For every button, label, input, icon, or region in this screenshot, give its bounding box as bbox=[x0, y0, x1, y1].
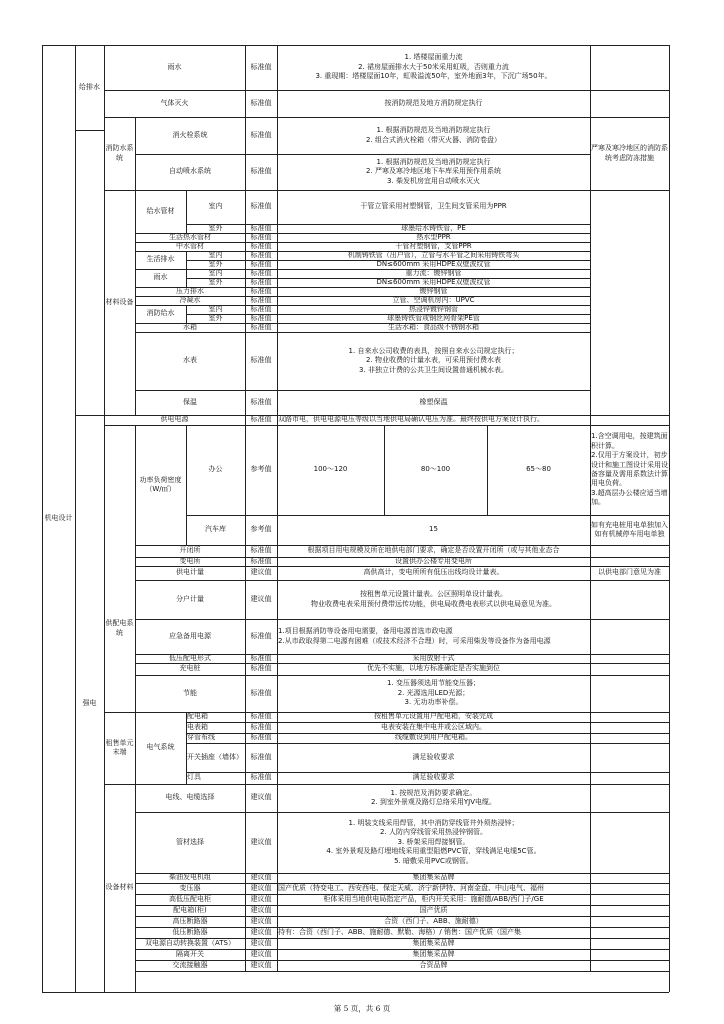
domestic-drainage-outdoor-tag: 标准值 bbox=[250, 260, 272, 268]
v-rule bbox=[245, 733, 246, 743]
v-rule bbox=[277, 905, 278, 916]
hv-breaker-name: 高压断路器 bbox=[172, 916, 208, 925]
v-rule bbox=[277, 733, 278, 743]
v-rule bbox=[245, 654, 246, 663]
v-rule bbox=[590, 566, 591, 580]
fire-supply-pipe-outdoor-tag: 标准值 bbox=[250, 314, 272, 322]
v-rule bbox=[245, 323, 246, 332]
isolation-switch-name: 隔离开关 bbox=[176, 949, 204, 958]
v-rule bbox=[590, 883, 591, 894]
lamps-value: 满足验收要求 bbox=[412, 773, 455, 782]
energy-saving-tag: 标准值 bbox=[250, 688, 272, 697]
conduit-wiring-name: 穿管布线 bbox=[187, 733, 215, 742]
lv-breaker-value: 持有：合资（西门子、ABB、施耐德、默勒、海格）/ 销售：国产优质（国产集 bbox=[278, 927, 521, 936]
lamps-name: 灯具 bbox=[187, 773, 201, 782]
v-rule bbox=[245, 938, 246, 949]
reclaimed-water-pipe-tag: 标准值 bbox=[250, 242, 272, 250]
diesel-generator-name: 柴油发电机组 bbox=[169, 873, 211, 882]
condensate-value: 立管、空调机房内：UPVC bbox=[392, 296, 475, 304]
v-rule bbox=[245, 233, 246, 242]
v-rule bbox=[277, 287, 278, 296]
garage-density: 15 bbox=[429, 525, 438, 534]
v-rule bbox=[245, 722, 246, 733]
materials-note-blank bbox=[590, 190, 669, 415]
fire-supply-pipe-indoor-value: 热浸锌镀锌钢管 bbox=[409, 305, 458, 313]
power-source-name: 供电电源 bbox=[160, 415, 189, 424]
cable-selection-tag: 建议值 bbox=[250, 793, 272, 802]
substation-value: 设置供办公楼专用变电所 bbox=[395, 557, 472, 565]
distribution-cabinet-name: 配电箱(柜) bbox=[173, 905, 207, 914]
conduit-selection-value: 1. 明装支线采用焊管，其中消防穿线管井外须热浸锌； 2. 人防内穿线管采用热浸锌钢管。 3. 桥架采用焊接钢管。 4. 室外景观及路灯埋地线采用重型阻燃PVC管，穿线满足电缆5C管。 5. 暗敷采用PVC或钢管。 bbox=[326, 818, 541, 865]
v-rule bbox=[277, 190, 278, 233]
hot-water-pipe-name: 生活热水管材 bbox=[169, 233, 211, 241]
v-rule bbox=[245, 619, 246, 654]
v-rule bbox=[245, 332, 246, 390]
water-tank-value: 生活水箱：食品级不锈钢水箱 bbox=[388, 323, 479, 331]
pressure-drainage-tag: 标准值 bbox=[250, 287, 272, 295]
h-rule bbox=[42, 992, 669, 993]
v-rule bbox=[245, 269, 246, 287]
household-metering-tag: 建议值 bbox=[250, 594, 272, 603]
power-metering-tag: 建议值 bbox=[250, 568, 272, 577]
gas-extinguish-name: 气体灭火 bbox=[160, 98, 189, 107]
rental-unit-terminal-label: 租售单元末端 bbox=[105, 738, 134, 756]
sprinkler-system-name: 自动喷水系统 bbox=[169, 167, 211, 176]
garage-label: 汽车库 bbox=[205, 525, 226, 534]
supply-pipe-outdoor-tag: 标准值 bbox=[250, 224, 272, 232]
emergency-power-tag: 标准值 bbox=[250, 631, 272, 640]
v-rule bbox=[245, 960, 246, 971]
power-density-blank bbox=[104, 425, 135, 545]
office-density-3: 65～80 bbox=[526, 465, 551, 474]
conduit-wiring-value: 线缆敷设到用户配电箱。 bbox=[395, 733, 472, 742]
distribution-box-value: 按租售单元设置用户配电箱，安装完成 bbox=[374, 712, 493, 721]
hot-water-pipe-value: 热水型PPR bbox=[416, 233, 451, 241]
v-rule bbox=[590, 916, 591, 927]
fire-water-system-label: 消防水系统 bbox=[105, 144, 134, 162]
water-tank-name: 水箱 bbox=[183, 323, 197, 331]
v-rule bbox=[590, 905, 591, 916]
v-rule bbox=[245, 287, 246, 296]
v-rule bbox=[590, 927, 591, 938]
rain-pipe-outdoor-tag: 标准值 bbox=[250, 278, 272, 286]
v-rule bbox=[277, 45, 278, 90]
v-rule bbox=[245, 425, 246, 545]
v-rule bbox=[277, 663, 278, 675]
household-metering-value: 按租售单元设置计量表。公区照明单设计量表。 物业收费电表采用预付费带远传功能，供电局收费电表形式以供电局意见为准。 bbox=[311, 590, 556, 608]
supply-pipe-indoor-label: 室内 bbox=[208, 202, 223, 211]
v-rule bbox=[277, 425, 278, 545]
v-rule bbox=[277, 743, 278, 772]
supply-pipe-indoor-value: 干管立管采用衬塑钢管，卫生间支管采用为PPR bbox=[360, 202, 507, 211]
v-rule bbox=[245, 784, 246, 812]
v-rule bbox=[590, 938, 591, 949]
domestic-drainage-outdoor-value: DN≤600mm 采用HDPE双壁波纹管 bbox=[376, 260, 491, 268]
v-rule bbox=[590, 722, 591, 733]
v-rule bbox=[277, 390, 278, 415]
domestic-drainage-name: 生活排水 bbox=[146, 255, 175, 264]
condensate-tag: 标准值 bbox=[250, 296, 272, 304]
hot-water-pipe-tag: 标准值 bbox=[250, 233, 272, 241]
domestic-drainage-outdoor-label: 室外 bbox=[208, 260, 223, 268]
switch-socket-tag: 标准值 bbox=[250, 752, 272, 761]
water-supply-drainage-label: 给排水 bbox=[79, 82, 100, 91]
switch-socket-value: 满足验收要求 bbox=[412, 752, 455, 761]
v-rule bbox=[590, 654, 591, 663]
meter-box-name: 电表箱 bbox=[187, 722, 208, 731]
reclaimed-water-pipe-name: 中水管材 bbox=[176, 242, 204, 250]
v-rule bbox=[277, 712, 278, 722]
ac-contactor-tag: 建议值 bbox=[250, 960, 272, 969]
power-density-name: 功率负荷密度（W/㎡） bbox=[139, 475, 182, 493]
v-rule bbox=[277, 812, 278, 873]
v-rule bbox=[590, 90, 591, 117]
v-rule bbox=[590, 712, 591, 722]
ac-contactor-value: 合资品牌 bbox=[419, 960, 448, 969]
pressure-drainage-name: 压力排水 bbox=[176, 287, 204, 295]
substation-tag: 标准值 bbox=[250, 557, 272, 565]
v-rule bbox=[245, 557, 246, 566]
v-rule bbox=[245, 663, 246, 675]
domestic-drainage-indoor-tag: 标准值 bbox=[250, 251, 272, 259]
reclaimed-water-pipe-value: 干管衬塑钢管，支管PPR bbox=[395, 242, 472, 250]
strong-current-label: 强电 bbox=[82, 698, 97, 707]
hv-breaker-value: 合资（西门子、ABB、施耐德） bbox=[384, 916, 483, 925]
transformer-value: 国产优质（特变电工、西安西电、保定天威、济宁新伊特、河南金盘、中山电气、福州 bbox=[278, 883, 544, 892]
v-rule bbox=[277, 722, 278, 733]
water-tank-tag: 标准值 bbox=[250, 323, 272, 331]
supply-pipe-name: 给水管材 bbox=[146, 206, 175, 215]
v-rule bbox=[245, 566, 246, 580]
v-rule bbox=[590, 557, 591, 566]
garage-density-note: 如有充电桩用电单独加入 如有机械停车用电单独 bbox=[591, 520, 668, 538]
v-rule bbox=[277, 580, 278, 619]
v-rule bbox=[277, 873, 278, 883]
v-rule bbox=[245, 90, 246, 117]
v-rule bbox=[245, 894, 246, 905]
energy-saving-value: 1. 变压器须选用节能变压器； 2. 光源选用LED光源； 3. 无功功率补偿。 bbox=[387, 679, 480, 707]
water-meter-tag: 标准值 bbox=[250, 356, 272, 365]
ac-contactor-name: 交流接触器 bbox=[172, 960, 208, 969]
meter-box-tag: 标准值 bbox=[250, 722, 272, 731]
hydrant-system-name: 消火栓系统 bbox=[172, 130, 208, 139]
fire-supply-pipe-indoor-label: 室内 bbox=[208, 305, 223, 313]
isolation-switch-value: 集团集采品牌 bbox=[412, 949, 455, 958]
switching-station-tag: 标准值 bbox=[250, 546, 272, 555]
power-source-tag: 标准值 bbox=[250, 415, 272, 424]
distribution-cabinet-value: 国产优质 bbox=[419, 905, 448, 914]
insulation-tag: 标准值 bbox=[250, 397, 272, 406]
v-rule bbox=[669, 45, 670, 992]
hv-lv-cabinet-tag: 建议值 bbox=[250, 894, 272, 903]
condensate-name: 冷凝水 bbox=[179, 296, 201, 304]
hv-breaker-tag: 建议值 bbox=[250, 916, 272, 925]
emergency-power-value: 1.项目根据消防等设备用电需要，备用电源首选市政电源 2.从市政取得第二电源有困难（或技术经济不合理）时，可采用柴发等设备作为备用电源 bbox=[278, 627, 551, 645]
v-rule bbox=[590, 415, 591, 425]
hv-lv-cabinet-value: 柜体采用当地供电局指定产品，柜内开关采用：施耐德/ABB/西门子/GE bbox=[323, 894, 544, 903]
office-density-2: 80～100 bbox=[420, 465, 451, 474]
v-rule bbox=[245, 743, 246, 772]
office-density-1: 100～120 bbox=[313, 465, 348, 474]
domestic-drainage-indoor-value: 机制铸铁管（出户管），立管与水平管之间采用铸铁弯头 bbox=[347, 251, 520, 259]
switch-socket-name: 开关插座（墙体） bbox=[187, 752, 243, 761]
v-rule bbox=[590, 675, 591, 712]
v-rule bbox=[277, 323, 278, 332]
sprinkler-system-value: 1. 根据消防规范及当地消防规定执行 2. 严寒及寒冷地区地下车库采用预作用系统 3. 柴发机房宜用自动喷水灭火 bbox=[366, 157, 501, 185]
v-rule bbox=[245, 190, 246, 233]
v-rule bbox=[245, 812, 246, 873]
gas-extinguish-tag: 标准值 bbox=[250, 98, 272, 107]
office-tag: 参考值 bbox=[250, 465, 272, 474]
v-rule bbox=[277, 332, 278, 390]
insulation-name: 保温 bbox=[183, 397, 197, 406]
charging-pile-name: 充电桩 bbox=[179, 664, 201, 673]
rain-water-value: 1. 塔楼屋面重力流 2. 裙房屋面排水大于50米采用虹吸，否则重力流 3. 重现期：塔楼屋面10年，虹吸溢流50年，室外地面3年，下沉广场50年。 bbox=[315, 53, 552, 81]
v-rule bbox=[245, 916, 246, 927]
charging-pile-value: 优先不实施，以地方标准确定是否实施到位 bbox=[367, 664, 500, 673]
v-rule bbox=[590, 873, 591, 883]
v-rule bbox=[245, 580, 246, 619]
v-rule bbox=[277, 894, 278, 905]
electrical-system-label: 电气系统 bbox=[146, 743, 175, 752]
equipment-materials-label: 设备材料 bbox=[105, 883, 134, 892]
v-rule bbox=[590, 663, 591, 675]
v-rule bbox=[590, 619, 591, 654]
power-metering-note: 以供电部门意见为准 bbox=[598, 568, 661, 577]
v-rule bbox=[277, 784, 278, 812]
ats-switch-tag: 建议值 bbox=[250, 938, 272, 947]
energy-saving-name: 节能 bbox=[183, 688, 197, 697]
office-label: 办公 bbox=[208, 465, 223, 474]
v-rule bbox=[245, 251, 246, 269]
transformer-tag: 建议值 bbox=[250, 883, 272, 892]
v-rule bbox=[245, 545, 246, 557]
rain-water-tag: 标准值 bbox=[250, 62, 272, 71]
household-metering-name: 分户计量 bbox=[176, 594, 204, 603]
v-rule bbox=[590, 425, 591, 545]
rain-pipe-outdoor-value: DN≤600mm 采用HDPE双壁波纹管 bbox=[376, 278, 491, 286]
switching-station-name: 开闭所 bbox=[179, 546, 201, 555]
v-rule bbox=[277, 916, 278, 927]
v-rule bbox=[245, 390, 246, 415]
page-footer: 第 5 页，共 6 页 bbox=[333, 1003, 391, 1013]
supply-pipe-outdoor-value: 球墨给水铸铁管，PE bbox=[401, 224, 466, 232]
charging-pile-tag: 标准值 bbox=[250, 664, 272, 673]
conduit-selection-tag: 建议值 bbox=[250, 837, 272, 846]
v-rule bbox=[277, 938, 278, 949]
v-rule bbox=[277, 960, 278, 971]
v-rule bbox=[277, 305, 278, 323]
materials-equipment-label: 材料设备 bbox=[105, 297, 134, 306]
cable-selection-name: 电线、电缆选择 bbox=[165, 793, 215, 802]
hydrant-system-value: 1. 根据消防规范及当地消防规定执行 2. 组合式消火栓箱（带灭火器、消防卷盘） bbox=[366, 126, 501, 144]
pressure-drainage-value: 镀锌钢管 bbox=[419, 287, 448, 295]
v-rule bbox=[590, 580, 591, 619]
v-rule bbox=[245, 949, 246, 960]
substation-name: 变电所 bbox=[179, 557, 201, 565]
sprinkler-system-tag: 标准值 bbox=[250, 167, 272, 176]
hydrant-system-tag: 标准值 bbox=[250, 130, 272, 139]
v-rule bbox=[277, 675, 278, 712]
diesel-generator-tag: 建议值 bbox=[250, 873, 272, 882]
v-rule bbox=[277, 296, 278, 305]
insulation-value: 橡塑保温 bbox=[419, 397, 448, 406]
power-metering-name: 供电计量 bbox=[176, 568, 204, 577]
v-rule bbox=[277, 927, 278, 938]
v-rule bbox=[277, 619, 278, 654]
v-rule bbox=[277, 251, 278, 269]
power-source-value: 双路市电，供电电源电压等级以当地供电局确认电压为准。最终按供电方案设计执行。 bbox=[278, 415, 544, 424]
rain-pipe-indoor-value: 重力流：镀锌钢管 bbox=[405, 269, 462, 277]
water-meter-name: 水表 bbox=[183, 356, 197, 365]
v-rule bbox=[277, 415, 278, 425]
v-rule bbox=[245, 772, 246, 784]
fire-system-antifreeze-note: 严寒及寒冷地区的消防系统考虑防冻措施 bbox=[591, 144, 668, 162]
v-rule bbox=[590, 960, 591, 971]
v-rule bbox=[590, 45, 591, 90]
v-rule bbox=[245, 242, 246, 251]
v-rule bbox=[590, 812, 591, 873]
v-rule bbox=[590, 743, 591, 772]
garage-tag: 参考值 bbox=[250, 525, 272, 534]
fire-supply-pipe-outdoor-label: 室外 bbox=[208, 314, 223, 322]
v-rule bbox=[590, 117, 591, 190]
v-rule bbox=[245, 905, 246, 916]
rain-water-name: 雨水 bbox=[167, 62, 182, 71]
rain-pipe-indoor-tag: 标准值 bbox=[250, 269, 272, 277]
v-rule bbox=[277, 949, 278, 960]
v-rule bbox=[245, 45, 246, 90]
power-distribution-label: 供配电系统 bbox=[105, 619, 134, 637]
conduit-selection-name: 管材选择 bbox=[176, 837, 204, 846]
domestic-drainage-indoor-label: 室内 bbox=[208, 251, 223, 259]
v-rule bbox=[277, 654, 278, 663]
isolation-switch-tag: 建议值 bbox=[250, 949, 272, 958]
v-rule bbox=[277, 883, 278, 894]
office-density-note: 1.含空调用电，按建筑面积计算。 2.仅用于方案设计，初步设计和施工图设计采用设备容量及需用系数法计算用电负荷。 3.超高层办公楼应适当增加。 bbox=[591, 432, 668, 507]
fire-supply-pipe-outdoor-value: 球墨铸铁管或钢丝网骨架PE管 bbox=[387, 314, 480, 322]
rain-pipe-indoor-label: 室内 bbox=[208, 269, 223, 277]
v-rule bbox=[277, 557, 278, 566]
lamps-tag: 标准值 bbox=[250, 773, 272, 782]
rain-pipe-name: 雨水 bbox=[153, 273, 168, 282]
rain-pipe-outdoor-label: 室外 bbox=[208, 278, 223, 286]
v-rule bbox=[590, 545, 591, 557]
water-meter-value: 1. 自来水公司收费的表具，按照自来水公司规定执行； 2. 物业收费的计量水表，可采用预付费水表 3. 非独立计费的公共卫生间设置普通机械水表。 bbox=[348, 346, 519, 374]
v-rule bbox=[245, 415, 246, 425]
v-rule bbox=[277, 566, 278, 580]
v-rule bbox=[277, 772, 278, 784]
hv-lv-cabinet-name: 高低压配电柜 bbox=[169, 894, 211, 903]
cable-selection-value: 1. 按规范及消防要求确定。 2. 到室外景观及路灯总络采用YJV电缆。 bbox=[370, 788, 497, 806]
v-rule bbox=[277, 233, 278, 242]
distribution-box-name: 配电箱 bbox=[187, 712, 208, 721]
gas-extinguish-value: 按消防规范及地方消防规定执行 bbox=[384, 98, 483, 107]
v-rule bbox=[277, 545, 278, 557]
lv-distribution-tag: 标准值 bbox=[250, 654, 272, 662]
equipment-trailing-blank bbox=[135, 971, 669, 992]
v-rule bbox=[277, 117, 278, 190]
power-metering-value: 高供高计，变电所所有低压出线均设计量表。 bbox=[363, 568, 504, 577]
meter-box-value: 电表安装在集中电井或公区域内。 bbox=[381, 722, 486, 731]
v-rule bbox=[590, 894, 591, 905]
v-rule bbox=[590, 949, 591, 960]
lv-breaker-tag: 建议值 bbox=[250, 927, 272, 936]
v-rule bbox=[590, 784, 591, 812]
v-rule bbox=[245, 305, 246, 323]
lv-breaker-name: 低压断路器 bbox=[172, 927, 208, 936]
supply-pipe-indoor-tag: 标准值 bbox=[250, 202, 272, 211]
v-rule bbox=[590, 733, 591, 743]
v-rule bbox=[245, 712, 246, 722]
v-rule bbox=[277, 269, 278, 287]
switching-station-value: 根据项目用电规模及所在地供电部门要求，确定是否设置开闭所（或与其他业态合 bbox=[307, 546, 560, 555]
v-rule bbox=[245, 883, 246, 894]
v-rule bbox=[245, 296, 246, 305]
fire-supply-pipe-name: 消防给水 bbox=[146, 309, 175, 318]
diesel-generator-value: 集团集采品牌 bbox=[412, 873, 455, 882]
distribution-box-tag: 标准值 bbox=[250, 712, 272, 721]
v-rule bbox=[590, 772, 591, 784]
v-rule bbox=[245, 873, 246, 883]
ats-switch-value: 集团集采品牌 bbox=[412, 938, 455, 947]
ats-switch-name: 双电源自动转换装置（ATS） bbox=[145, 938, 235, 947]
v-rule bbox=[245, 927, 246, 938]
conduit-wiring-tag: 标准值 bbox=[250, 733, 272, 742]
v-rule bbox=[245, 675, 246, 712]
supply-pipe-outdoor-label: 室外 bbox=[208, 224, 223, 232]
v-rule bbox=[277, 242, 278, 251]
lv-distribution-value: 采用放射干式 bbox=[412, 654, 455, 662]
v-rule bbox=[277, 90, 278, 117]
transformer-name: 变压器 bbox=[179, 883, 201, 892]
lv-distribution-name: 低压配电形式 bbox=[169, 654, 211, 662]
emergency-power-name: 应急备用电源 bbox=[169, 631, 211, 640]
mep-design-label: 机电设计 bbox=[44, 513, 73, 522]
v-rule bbox=[245, 117, 246, 190]
fire-supply-pipe-indoor-tag: 标准值 bbox=[250, 305, 272, 313]
h-rule bbox=[75, 130, 104, 131]
distribution-cabinet-tag: 建议值 bbox=[250, 905, 272, 914]
